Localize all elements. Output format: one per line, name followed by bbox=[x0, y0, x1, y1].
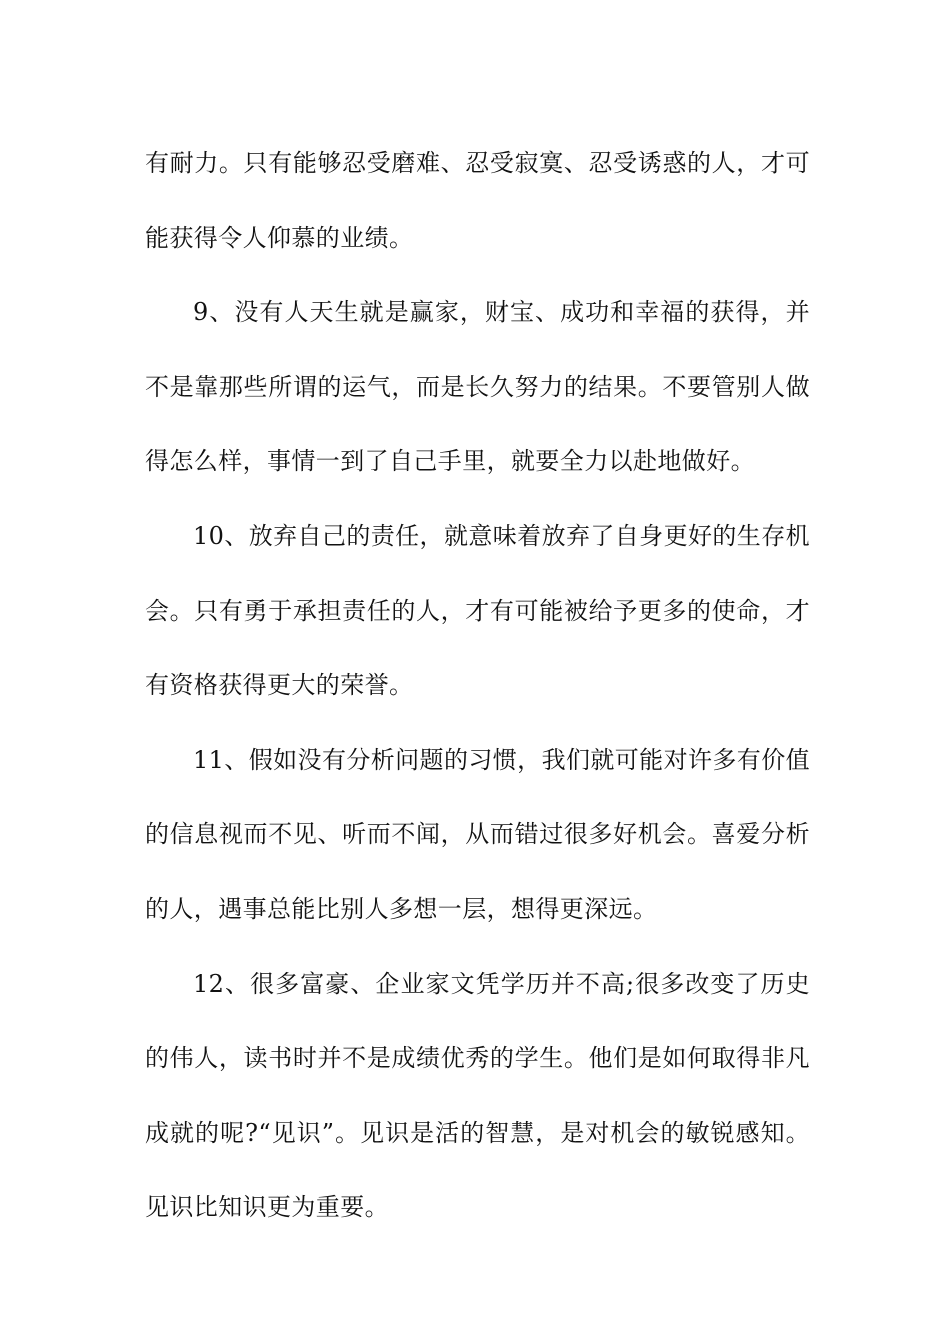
paragraph-item-11: 11、假如没有分析问题的习惯，我们就可能对许多有价值的信息视而不见、听而不闻，从而错过很多好机会。喜爱分析的人，遇事总能比别人多想一层，想得更深远。 bbox=[145, 745, 810, 923]
document-body bbox=[145, 126, 810, 1245]
paragraph-item-10: 10、放弃自己的责任，就意味着放弃了自身更好的生存机会。只有勇于承担责任的人，才有可能被给予更多的使命，才有资格获得更大的荣誉。 bbox=[145, 521, 810, 700]
paragraph-item-9: 9、没有人天生就是赢家，财宝、成功和幸福的获得，并不是靠那些所谓的运气，而是长久努力的结果。不要管别人做得怎么样，事情一到了自己手里，就要全力以赴地做好。 bbox=[145, 298, 810, 476]
paragraph-continuation: 有耐力。只有能够忍受磨难、忍受寂寞、忍受诱惑的人，才可能获得令人仰慕的业绩。 bbox=[145, 149, 810, 252]
paragraph-item-12: 12、很多富豪、企业家文凭学历并不高;很多改变了历史的伟人，读书时并不是成绩优秀的学生。他们是如何取得非凡成就的呢?“见识”。见识是活的智慧，是对机会的敏锐感知。见识比知识更为重要。 bbox=[145, 969, 810, 1222]
